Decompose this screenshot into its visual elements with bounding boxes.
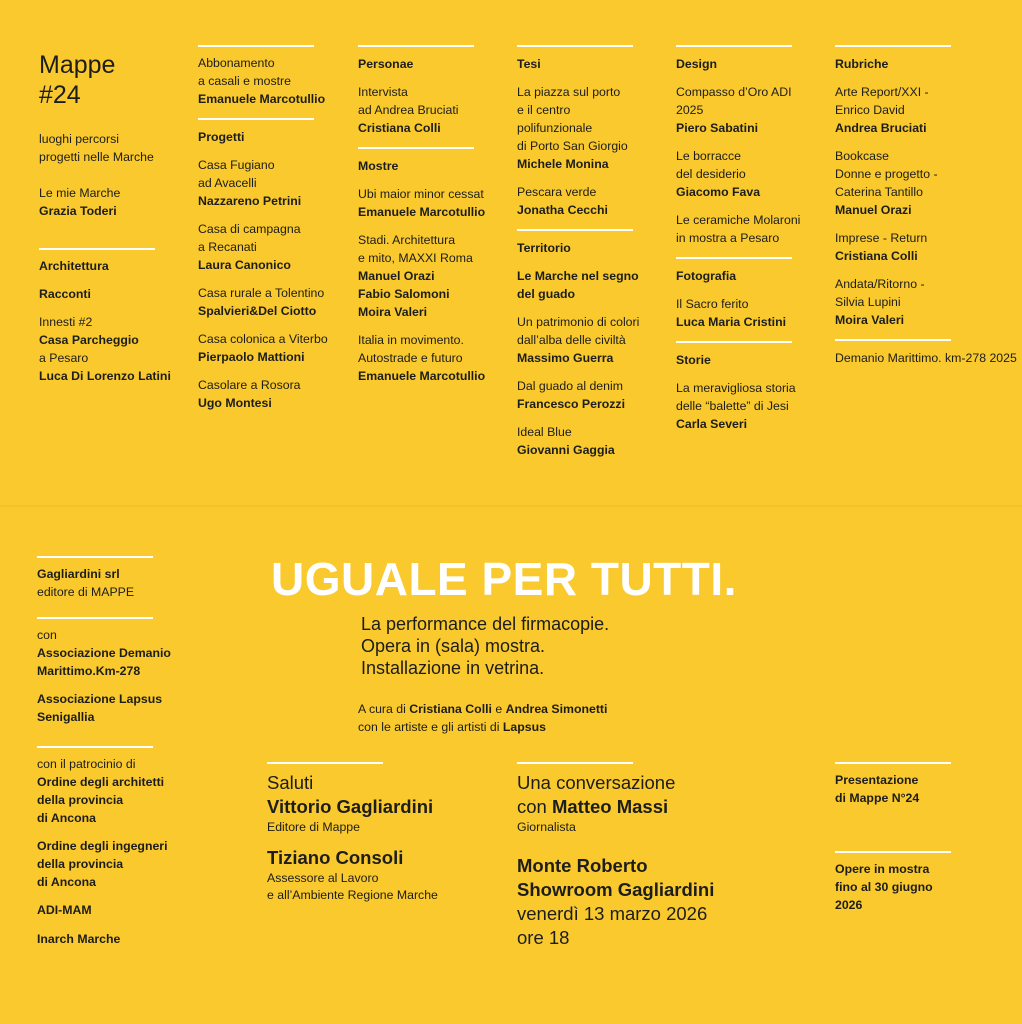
item-title: Bookcase	[835, 149, 890, 163]
item-title: Compasso d’Oro ADI	[676, 85, 792, 99]
column-design	[676, 45, 800, 443]
item-title: Stadi. Architettura	[358, 233, 456, 247]
saluti-name: Vittorio Gagliardini	[267, 796, 434, 817]
item-title: polifunzionale	[517, 121, 593, 135]
item-title: Andata/Ritorno -	[835, 277, 925, 291]
architettura-heading: Architettura	[39, 259, 109, 273]
item-title: Enrico David	[835, 103, 905, 117]
section-rule	[517, 229, 633, 231]
section-rule	[37, 746, 153, 748]
section-rule	[835, 45, 951, 47]
item-author: Spalvieri&Del Ciotto	[198, 304, 317, 318]
item-title: Dal guado al denim	[517, 379, 623, 393]
item-title: Casolare a Rosora	[198, 378, 301, 392]
demanio-line-2: km-278 2025	[945, 351, 1017, 365]
item-title: Le Marche nel segno	[517, 269, 639, 283]
venue-line-1: Monte Roberto	[517, 855, 648, 876]
section-rule	[835, 762, 951, 764]
opere-line-3: 2026	[835, 898, 863, 912]
saluti-label: Saluti	[267, 772, 314, 793]
presentazione-line-1: Presentazione	[835, 773, 919, 787]
ordine-architetti-line: della provincia	[37, 793, 124, 807]
publisher-subtitle: editore di MAPPE	[37, 585, 135, 599]
column-personae	[358, 45, 485, 395]
progetti-item	[198, 376, 328, 412]
item-title: ad Andrea Bruciati	[358, 103, 459, 117]
item-title: Casa rurale a Tolentino	[198, 286, 325, 300]
curated-and: e	[491, 702, 506, 716]
conversazione-prefix: con	[517, 796, 552, 817]
section-rule	[198, 45, 314, 47]
association-2-line-1: Associazione Lapsus	[37, 692, 163, 706]
subtitle-line: Opera in (sala) mostra.	[361, 636, 546, 656]
event-time: ore 18	[517, 927, 570, 948]
mostre-item	[358, 231, 485, 321]
item-title: Le ceramiche Molaroni	[676, 213, 801, 227]
item-title: Ideal Blue	[517, 425, 572, 439]
item-title: Intervista	[358, 85, 408, 99]
le-mie-marche-author: Grazia Toderi	[39, 204, 117, 218]
rubriche-item	[835, 83, 1017, 137]
item-title: Imprese - Return	[835, 231, 928, 245]
mostre-item	[358, 185, 485, 221]
column-progetti	[198, 45, 328, 422]
section-rule	[517, 45, 633, 47]
item-title: Silvia Lupini	[835, 295, 901, 309]
subtitle-line: Installazione in vetrina.	[361, 658, 545, 678]
column-tesi	[517, 45, 639, 469]
item-title: delle “balette” di Jesi	[676, 399, 789, 413]
rubriche-heading: Rubriche	[835, 57, 889, 71]
ordine-ingegneri-line: della provincia	[37, 857, 124, 871]
item-author: Cristiana Colli	[835, 249, 918, 263]
demanio-block	[835, 349, 1017, 367]
section-rule	[358, 147, 474, 149]
column-partners	[37, 556, 171, 948]
mostre-heading: Mostre	[358, 159, 399, 173]
section-rule	[37, 556, 153, 558]
patrocinio-label: con il patrocinio di	[37, 757, 136, 771]
racconti-heading: Racconti	[39, 287, 91, 301]
item-title: Il Sacro ferito	[676, 297, 749, 311]
section-rule	[835, 851, 951, 853]
subtitle-line: La performance del firmacopie.	[361, 614, 610, 634]
saluti-block	[267, 762, 438, 904]
demanio-line-1: Demanio Marittimo.	[835, 351, 942, 365]
item-author: Giovanni Gaggia	[517, 443, 615, 457]
item-title: del desiderio	[676, 167, 746, 181]
opere-line-2: fino al 30 giugno	[835, 880, 933, 894]
item-author: Giacomo Fava	[676, 185, 761, 199]
item-title: ad Avacelli	[198, 176, 257, 190]
item-title: e il centro	[517, 103, 571, 117]
tesi-item	[517, 83, 639, 173]
consoli-role-line-2: e all’Ambiente Regione Marche	[267, 888, 438, 902]
tagline-line-2: progetti nelle Marche	[39, 150, 154, 164]
item-author: Emanuele Marcotullio	[358, 205, 486, 219]
section-rule	[676, 257, 792, 259]
ordine-ingegneri-line: di Ancona	[37, 875, 96, 889]
item-author: Carla Severi	[676, 417, 748, 431]
item-title: Arte Report/XXI -	[835, 85, 929, 99]
section-rule	[267, 762, 383, 764]
conversazione-line-1: Una conversazione	[517, 772, 676, 793]
item-title: e mito, MAXXI Roma	[358, 251, 473, 265]
item-author: Massimo Guerra	[517, 351, 614, 365]
title-line-1: Mappe	[39, 51, 116, 79]
artists-prefix: con le artiste e gli artisti di	[358, 720, 503, 734]
adi-mam: ADI-MAM	[37, 903, 92, 917]
magazine-title	[39, 50, 115, 110]
innesti-line-1: Innesti #2	[39, 315, 93, 329]
rubriche-item	[835, 147, 1017, 219]
item-author: Jonatha Cecchi	[517, 203, 608, 217]
curator-2: Andrea Simonetti	[505, 702, 608, 716]
event-date: venerdì 13 marzo 2026	[517, 903, 708, 924]
saluti-role: Editore di Mappe	[267, 820, 360, 834]
progetti-item	[198, 330, 328, 366]
section-rule	[198, 118, 314, 120]
conversazione-role: Giornalista	[517, 820, 576, 834]
item-title: Casa Fugiano	[198, 158, 275, 172]
consoli-name: Tiziano Consoli	[267, 847, 404, 868]
tesi-heading: Tesi	[517, 57, 541, 71]
column-presentazione	[835, 762, 951, 914]
item-author: Emanuele Marcotullio	[358, 369, 486, 383]
tagline-line-1: luoghi percorsi	[39, 132, 119, 146]
progetti-item	[198, 220, 328, 274]
con-label: con	[37, 628, 57, 642]
abbonamento-line-2: a casali e mostre	[198, 74, 291, 88]
design-item	[676, 147, 800, 201]
presentazione-line-2: di Mappe N°24	[835, 791, 920, 805]
fold-line	[0, 505, 1022, 507]
item-author: Manuel Orazi	[358, 269, 435, 283]
association-1-line-1: Associazione Demanio	[37, 646, 171, 660]
opere-line-1: Opere in mostra	[835, 862, 930, 876]
conversazione-name: Matteo Massi	[551, 796, 669, 817]
item-author: Andrea Bruciati	[835, 121, 927, 135]
section-rule	[39, 248, 155, 250]
progetti-heading: Progetti	[198, 130, 245, 144]
conversazione-block	[517, 762, 714, 950]
section-rule	[517, 762, 633, 764]
le-mie-marche-title: Le mie Marche	[39, 186, 121, 200]
territorio-item	[517, 267, 639, 303]
mostre-item	[358, 331, 485, 385]
item-title: Italia in movimento.	[358, 333, 464, 347]
design-item	[676, 211, 800, 247]
section-rule	[37, 617, 153, 619]
item-title: Casa colonica a Viterbo	[198, 332, 328, 346]
column-rubriche	[835, 45, 1017, 367]
event-title: UGUALE PER TUTTI.	[271, 553, 737, 605]
innesti-line-2: Casa Parcheggio	[39, 333, 139, 347]
progetti-item	[198, 284, 328, 320]
title-line-2: #24	[39, 81, 81, 109]
item-author: Cristiana Colli	[358, 121, 441, 135]
fotografia-heading: Fotografia	[676, 269, 737, 283]
section-rule	[358, 45, 474, 47]
item-author: Ugo Montesi	[198, 396, 272, 410]
item-title: Ubi maior minor cessat	[358, 187, 484, 201]
ordine-architetti-line: Ordine degli architetti	[37, 775, 165, 789]
item-title: a Recanati	[198, 240, 257, 254]
curated-by	[358, 700, 607, 736]
item-author: Manuel Orazi	[835, 203, 912, 217]
territorio-item	[517, 377, 639, 413]
personae-item	[358, 83, 485, 137]
item-title: Autostrade e futuro	[358, 351, 463, 365]
ordine-ingegneri-line: Ordine degli ingegneri	[37, 839, 168, 853]
inarch-marche: Inarch Marche	[37, 932, 121, 946]
item-title: La meravigliosa storia	[676, 381, 796, 395]
item-title: 2025	[676, 103, 704, 117]
item-title: in mostra a Pesaro	[676, 231, 780, 245]
personae-heading: Personae	[358, 57, 414, 71]
rubriche-item	[835, 229, 1017, 265]
masthead-column	[39, 130, 171, 385]
item-author: Luca Maria Cristini	[676, 315, 787, 329]
territorio-heading: Territorio	[517, 241, 571, 255]
territorio-item	[517, 313, 639, 367]
item-title: di Porto San Giorgio	[517, 139, 628, 153]
item-title: Le borracce	[676, 149, 741, 163]
event-subtitle	[361, 613, 609, 679]
item-author: Laura Canonico	[198, 258, 291, 272]
item-title: Donne e progetto -	[835, 167, 938, 181]
progetti-item	[198, 156, 328, 210]
tesi-item	[517, 183, 639, 219]
abbonamento-line-1: Abbonamento	[198, 56, 275, 70]
association-2-line-2: Senigallia	[37, 710, 95, 724]
item-author: Fabio Salomoni	[358, 287, 450, 301]
curator-1: Cristiana Colli	[409, 702, 492, 716]
section-rule	[676, 341, 792, 343]
item-title: Pescara verde	[517, 185, 597, 199]
item-author: Moira Valeri	[835, 313, 905, 327]
curated-prefix: A cura di	[358, 702, 410, 716]
item-title: Caterina Tantillo	[835, 185, 923, 199]
storie-item	[676, 379, 800, 433]
item-title: del guado	[517, 287, 576, 301]
item-title: dall’alba delle civiltà	[517, 333, 626, 347]
venue-line-2: Showroom Gagliardini	[517, 879, 715, 900]
item-title: Casa di campagna	[198, 222, 301, 236]
storie-heading: Storie	[676, 353, 711, 367]
section-rule	[835, 339, 951, 341]
consoli-role-line-1: Assessore al Lavoro	[267, 871, 379, 885]
publisher-name: Gagliardini srl	[37, 567, 120, 581]
innesti-line-3: a Pesaro	[39, 351, 89, 365]
item-author: Pierpaolo Mattioni	[198, 350, 305, 364]
item-author: Piero Sabatini	[676, 121, 759, 135]
territorio-item	[517, 423, 639, 459]
item-author: Francesco Perozzi	[517, 397, 625, 411]
abbonamento-author: Emanuele Marcotullio	[198, 92, 326, 106]
design-item	[676, 83, 800, 137]
rubriche-item	[835, 275, 1017, 329]
item-author: Michele Monina	[517, 157, 609, 171]
section-rule	[676, 45, 792, 47]
item-author: Nazzareno Petrini	[198, 194, 302, 208]
association-1-line-2: Marittimo.Km-278	[37, 664, 141, 678]
innesti-author: Luca Di Lorenzo Latini	[39, 369, 171, 383]
item-title: Un patrimonio di colori	[517, 315, 640, 329]
ordine-architetti-line: di Ancona	[37, 811, 96, 825]
artists-group: Lapsus	[502, 720, 546, 734]
item-title: La piazza sul porto	[517, 85, 621, 99]
design-heading: Design	[676, 57, 717, 71]
fotografia-item	[676, 295, 800, 331]
item-author: Moira Valeri	[358, 305, 428, 319]
